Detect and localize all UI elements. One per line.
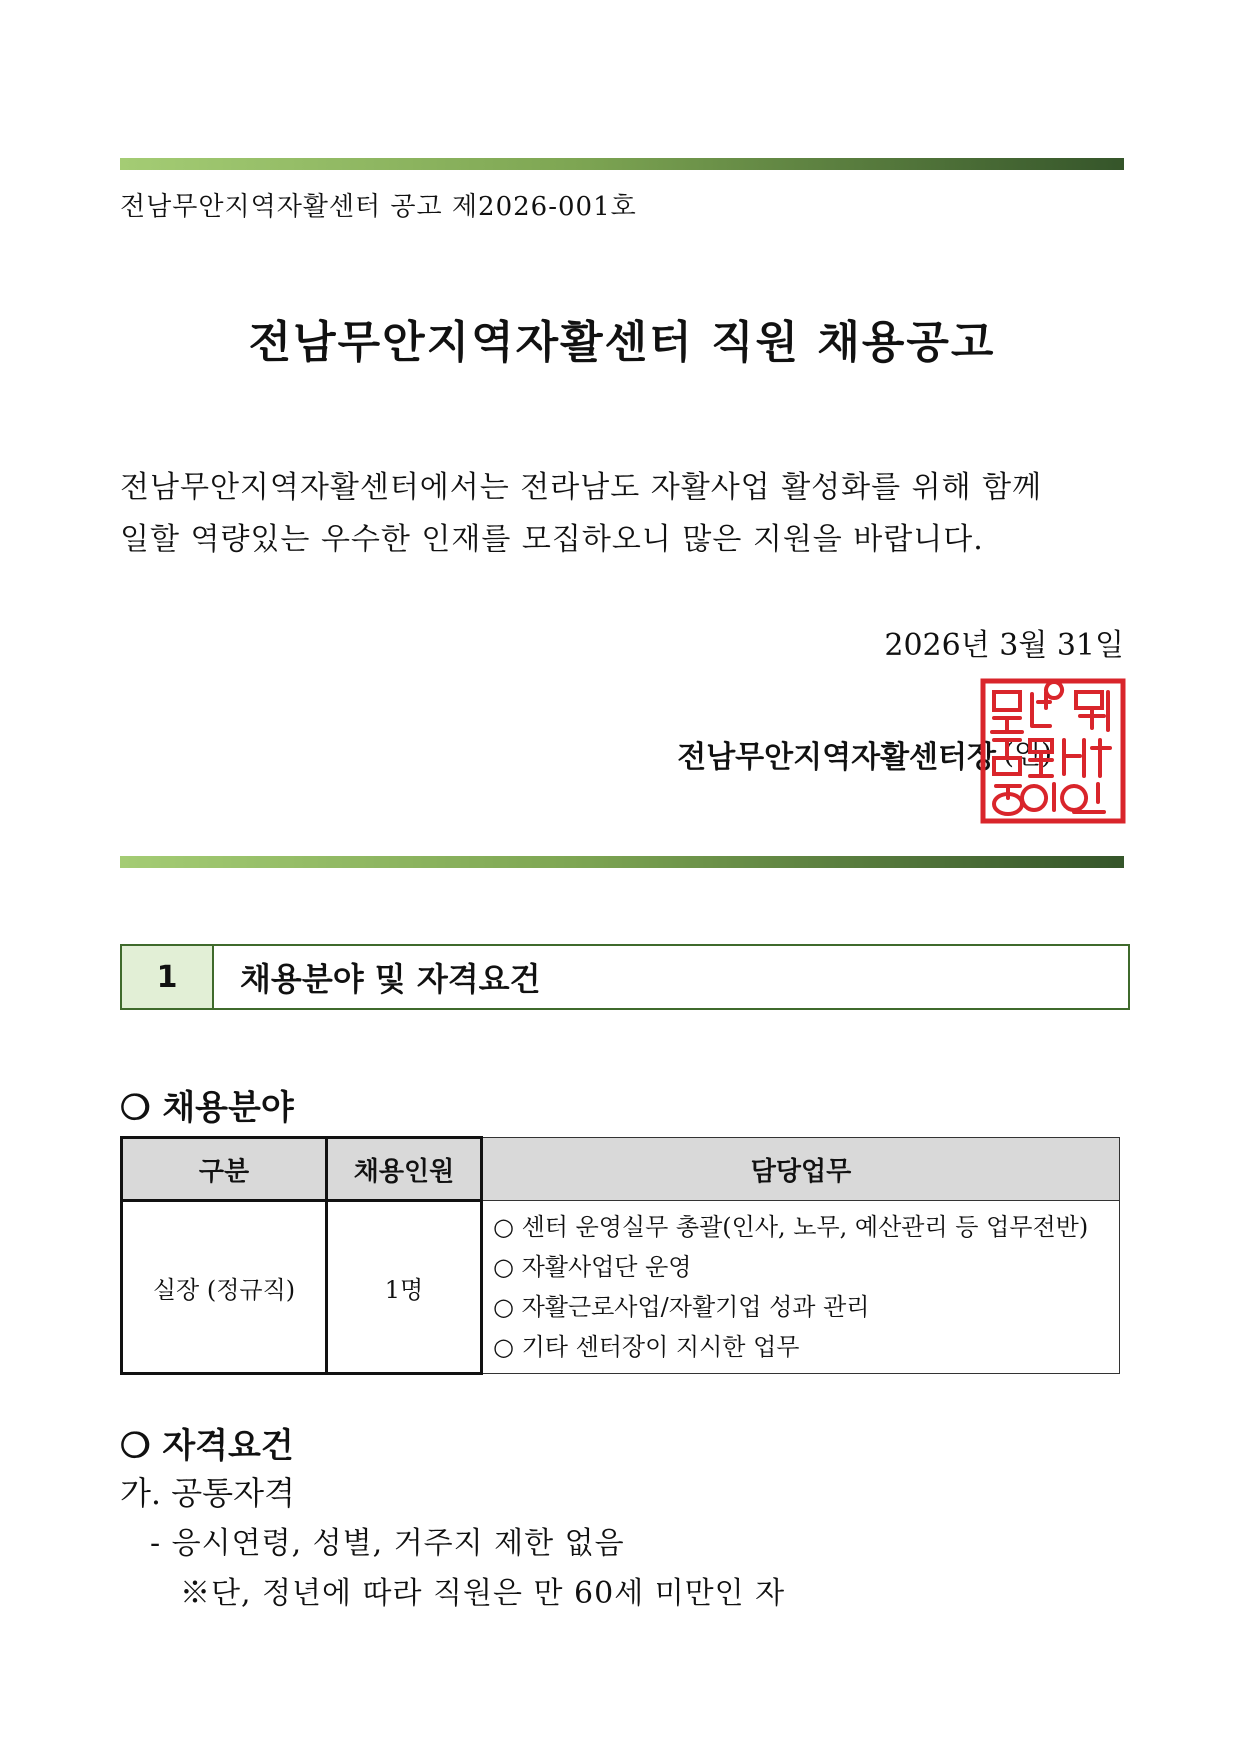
duty-item: ○ 기타 센터장이 지시한 업무 bbox=[493, 1333, 800, 1361]
qualifications-heading: ❍ 자격요건 bbox=[120, 1426, 294, 1466]
table-row bbox=[122, 1201, 1120, 1374]
duty-item: ○ 자활사업단 운영 bbox=[493, 1253, 692, 1281]
duty-item: ○ 센터 운영실무 총괄(인사, 노무, 예산관리 등 업무전반) bbox=[493, 1213, 1089, 1241]
condition-note: ※단, 정년에 따라 직원은 만 60세 미만인 자 bbox=[180, 1576, 786, 1611]
duties-cell bbox=[482, 1201, 1120, 1374]
notice-number: 전남무안지역자활센터 공고 제2026-001호 bbox=[120, 192, 637, 222]
category-cell: 실장 (정규직) bbox=[122, 1201, 327, 1374]
count-cell: 1명 bbox=[327, 1201, 482, 1374]
section-1-header bbox=[120, 944, 1130, 1010]
header-divider-bottom bbox=[120, 856, 1124, 868]
common-qualifications-heading: 가. 공통자격 bbox=[120, 1474, 295, 1512]
official-seal-icon bbox=[980, 678, 1126, 824]
intro-line: 일할 역량있는 우수한 인재를 모집하오니 많은 지원을 바랍니다. bbox=[120, 522, 984, 557]
seal-mark: (인) bbox=[1003, 737, 1052, 770]
recruitment-fields-heading: ❍ 채용분야 bbox=[120, 1088, 294, 1128]
announcement-date: 2026년 3월 31일 bbox=[884, 628, 1124, 663]
section-title: 채용분야 및 자격요건 bbox=[240, 960, 541, 998]
table-header: 담당업무 bbox=[482, 1138, 1120, 1201]
intro-line: 전남무안지역자활센터에서는 전라남도 자활사업 활성화를 위해 함께 bbox=[120, 470, 1043, 505]
duty-item: ○ 자활근로사업/자활기업 성과 관리 bbox=[493, 1293, 870, 1321]
signer-name: 전남무안지역자활센터장 bbox=[677, 740, 996, 775]
header-divider bbox=[120, 158, 1124, 170]
section-number: 1 bbox=[122, 946, 214, 1008]
recruitment-table bbox=[120, 1136, 1120, 1375]
document-title: 전남무안지역자활센터 직원 채용공고 bbox=[248, 317, 996, 368]
condition-item: - 응시연령, 성별, 거주지 제한 없음 bbox=[150, 1526, 625, 1561]
intro-paragraph bbox=[120, 462, 1124, 566]
table-header: 구분 bbox=[122, 1138, 327, 1201]
table-header: 채용인원 bbox=[327, 1138, 482, 1201]
